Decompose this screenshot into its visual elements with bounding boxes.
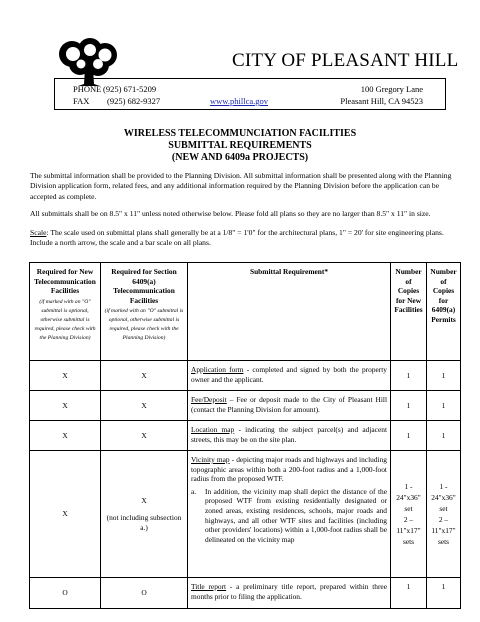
- title-line1: WIRELESS TELECOMMUNCIATION FACILITIES: [123, 128, 357, 139]
- cell-6409a: X (not including subsection a.): [101, 451, 188, 578]
- address-line1: 100 Gregory Lane: [360, 84, 423, 94]
- cell-copies-6409a: 1: [427, 391, 461, 421]
- cell-new: X: [30, 451, 101, 578]
- cell-copies-new: 1 - 24"x36" set 2 – 11"x17" sets: [391, 451, 427, 578]
- website-link[interactable]: www.phillca.gov: [210, 96, 268, 106]
- cell-requirement: Vicinity map - depicting major roads and highways and including topographic areas within both a 200-foot radius and a 1,000-foot radius from the proposed WTF. a. In addition, the vicinity map shall depict the distance of the proposed WTF from existing residentially designated or zoned areas, existing residences, schools, major roads and highways, and all other WTF sites and facilities (including other providers' locations) within a 1,000-foot radius shall be delineated on the vicinity map: [188, 451, 391, 578]
- cell-requirement: Fee/Deposit – Fee or deposit made to the City of Pleasant Hill (contact the Planning Division for amount).: [188, 391, 391, 421]
- cell-6409a: X: [101, 421, 188, 451]
- table-row: [30, 578, 461, 609]
- cell-copies-new: 1: [391, 361, 427, 391]
- city-name: CITY OF PLEASANT HILL: [232, 50, 459, 71]
- cell-new: X: [30, 361, 101, 391]
- table-row: [30, 391, 461, 421]
- header-new-note: (if marked with an "O" submittal is optional, otherwise submittal is required, please check with the Planning Division): [34, 298, 96, 341]
- cell-new: O: [30, 578, 101, 609]
- table-row: [30, 361, 461, 391]
- sheet-size-paragraph: All submittals shall be on 8.5" x 11" unless noted otherwise below. Please fold all plans so they are no larger than 8.5" x 11" in size.: [30, 209, 431, 218]
- fax-label: FAX: [73, 96, 90, 106]
- header-submittal-requirement: Submittal Requirement*: [188, 263, 391, 361]
- scale-paragraph: [30, 228, 456, 249]
- cell-copies-6409a: 1: [427, 421, 461, 451]
- table-row: [30, 421, 461, 451]
- cell-new: X: [30, 391, 101, 421]
- cell-copies-new: 1: [391, 421, 427, 451]
- header-copies-new: Number of Copies for New Facilities: [391, 263, 427, 361]
- cell-requirement: Location map - indicating the subject parcel(s) and adjacent streets, this may be on the site plan.: [188, 421, 391, 451]
- title-line3: (NEW AND 6409a PROJECTS): [171, 152, 309, 163]
- intro-paragraph: The submittal information shall be provided to the Planning Division. All submittal information shall be presented along with the Planning Division application form, related fees, and any additional information required by the Planning Division before the application can be accepted as complete.: [30, 171, 452, 201]
- phone-label: PHONE: [73, 84, 102, 94]
- table-row: [30, 451, 461, 578]
- cell-6409a: X: [101, 391, 188, 421]
- cell-requirement: Application form - completed and signed by both the property owner and the applicant.: [188, 361, 391, 391]
- scale-label: Scale: [30, 228, 47, 237]
- cell-copies-new: 1: [391, 578, 427, 609]
- fax-number: (925) 682-9327: [107, 96, 161, 106]
- cell-6409a-note: (not including subsection a.): [106, 513, 182, 532]
- cell-new: X: [30, 421, 101, 451]
- cell-copies-new: 1: [391, 391, 427, 421]
- cell-copies-6409a: 1 - 24"x36" set 2 – 11"x17" sets: [427, 451, 461, 578]
- header-copies-6409a: Number of Copies for 6409(a) Permits: [427, 263, 461, 361]
- header-6409a-facilities: Required for Section 6409(a) Telecommunication Facilities (if marked with an "O" submittal is optional, otherwise submittal is required, please check with the Planning Division): [101, 263, 188, 361]
- table-header-row: [30, 263, 461, 361]
- cell-6409a: X: [101, 361, 188, 391]
- cell-copies-6409a: 1: [427, 361, 461, 391]
- address-line2: Pleasant Hill, CA 94523: [340, 96, 423, 106]
- submittal-requirements-table: [29, 262, 461, 609]
- cell-copies-6409a: 1: [427, 578, 461, 609]
- contact-box: [54, 78, 446, 110]
- cell-requirement: Title report - a preliminary title report, prepared within three months prior to filing the application.: [188, 578, 391, 609]
- scale-text: : The scale used on submittal plans shall generally be at a 1/8" = 1'0" for the architectural plans, 1" = 20' for site engineering plans. Include a north arrow, the scale and a bar scale on all plans.: [30, 228, 444, 248]
- cell-6409a: O: [101, 578, 188, 609]
- header-6409a-note: (if marked with an "O" submittal is optional, otherwise submittal is required, please check with the Planning Division): [104, 308, 184, 342]
- phone-number: (925) 671-5209: [103, 84, 157, 94]
- title-line2: SUBMITTAL REQUIREMENTS: [168, 140, 312, 151]
- header-new-facilities: Required for New Telecommunication Facilities (if marked with an "O" submittal is optional, otherwise submittal is required, please check with the Planning Division): [30, 263, 101, 361]
- requirement-subitem: a. In addition, the vicinity map shall depict the distance of the proposed WTF from existing residentially designated or zoned areas, existing residences, schools, major roads and highways, and all other WTF sites and facilities (including other providers' locations) within a 1,000-foot radius shall be delineated on the vicinity map: [191, 486, 387, 544]
